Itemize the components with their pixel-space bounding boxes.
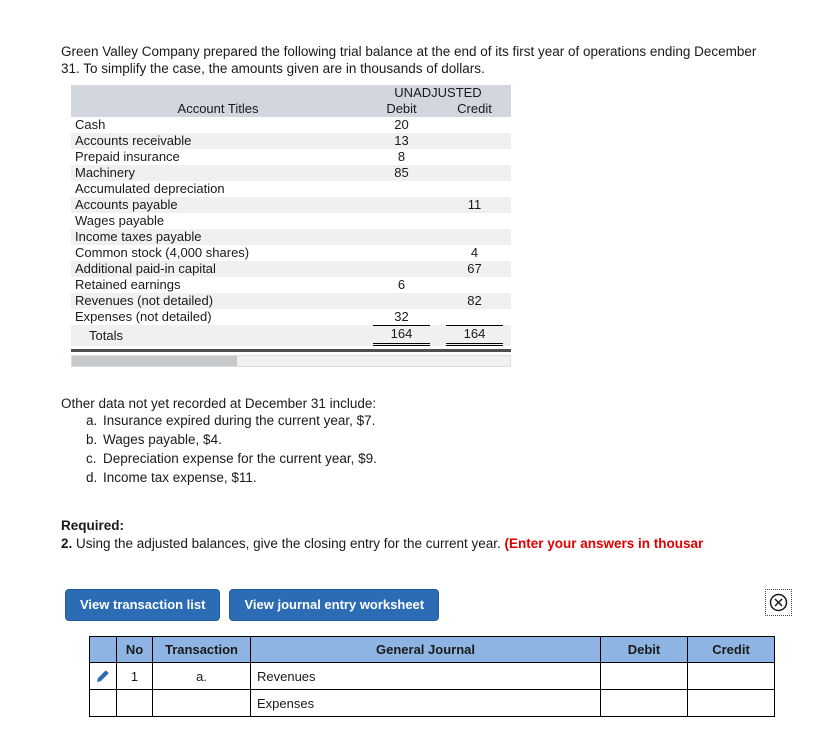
credit-cell [438, 309, 511, 325]
account-titles-header: Account Titles [71, 101, 365, 117]
debit-cell: 32 [394, 309, 409, 324]
credit-cell [438, 165, 511, 181]
debit-cell: 13 [394, 133, 409, 148]
horizontal-scrollbar[interactable] [71, 355, 511, 367]
other-data-intro: Other data not yet recorded at December 31 include: [61, 395, 377, 411]
journal-debit-cell [601, 663, 688, 690]
credit-cell: 67 [467, 261, 482, 276]
debit-cell [365, 181, 438, 197]
account-cell: Common stock (4,000 shares) [75, 245, 250, 260]
account-cell: Income taxes payable [75, 229, 202, 244]
debit-cell [365, 261, 438, 277]
trial-balance-group-header-row [71, 85, 511, 101]
journal-transaction-cell [153, 690, 251, 717]
credit-cell [438, 213, 511, 229]
adjustment-list [86, 411, 377, 487]
totals-credit-value: 164 [446, 325, 503, 346]
debit-cell [365, 213, 438, 229]
intro-paragraph: Green Valley Company prepared the following trial balance at the end of its first year of operations ending December 31. To simplify the case, the amounts given are in thousands of dollars. [61, 43, 757, 76]
journal-row [90, 663, 775, 690]
account-cell: Cash [75, 117, 106, 132]
action-buttons [65, 589, 439, 621]
account-cell: Accounts receivable [75, 133, 192, 148]
account-cell: Wages payable [75, 213, 165, 228]
credit-header: Credit [688, 637, 775, 663]
required-item-number: 2. [61, 536, 73, 551]
table-row [71, 293, 511, 309]
account-cell: Revenues (not detailed) [75, 293, 214, 308]
trial-balance-table [71, 85, 511, 346]
scrollbar-thumb[interactable] [72, 356, 237, 366]
journal-account-cell: Expenses [251, 690, 601, 717]
table-row [71, 149, 511, 165]
debit-cell: 6 [397, 277, 406, 292]
list-item [86, 430, 377, 449]
journal-debit-cell [601, 690, 688, 717]
unadjusted-group-header: UNADJUSTED [365, 85, 511, 101]
table-row [71, 245, 511, 261]
pencil-icon [96, 669, 110, 683]
view-transaction-list-button[interactable]: View transaction list [65, 589, 220, 621]
list-item-text: Wages payable, $4. [103, 432, 222, 447]
general-journal-table [89, 636, 775, 717]
debit-cell: 8 [397, 149, 406, 164]
totals-debit-cell [365, 325, 438, 346]
list-item-text: Depreciation expense for the current year, $9. [103, 451, 377, 466]
list-item [86, 411, 377, 430]
required-label: Required: [61, 518, 125, 533]
no-header: No [117, 637, 153, 663]
edit-cell [90, 690, 117, 717]
account-cell: Retained earnings [75, 277, 181, 292]
required-section [61, 517, 834, 553]
empty-header-cell [71, 85, 365, 101]
list-item-letter: d. [86, 470, 98, 485]
credit-cell [438, 181, 511, 197]
table-row [71, 165, 511, 181]
close-panel-button[interactable] [765, 589, 792, 616]
circled-x-icon [769, 593, 788, 612]
debit-header: Debit [365, 101, 438, 117]
credit-cell: 82 [467, 293, 482, 308]
list-item-letter: a. [86, 413, 98, 428]
debit-cell [365, 197, 438, 213]
journal-credit-cell [688, 663, 775, 690]
debit-header: Debit [601, 637, 688, 663]
list-item-letter: b. [86, 432, 98, 447]
list-item-text: Insurance expired during the current year, $7. [103, 413, 376, 428]
debit-cell [365, 245, 438, 261]
totals-row [71, 325, 511, 346]
table-row [71, 133, 511, 149]
journal-row [90, 690, 775, 717]
edit-cell [90, 663, 117, 690]
account-cell: Machinery [75, 165, 135, 180]
general-journal-header: General Journal [251, 637, 601, 663]
account-cell: Accumulated depreciation [75, 181, 225, 196]
transaction-header: Transaction [153, 637, 251, 663]
credit-header: Credit [438, 101, 511, 117]
table-bottom-border [71, 349, 511, 352]
table-row [71, 213, 511, 229]
credit-cell [438, 149, 511, 165]
edit-entry-button[interactable] [94, 667, 112, 685]
list-item [86, 468, 377, 487]
required-emphasis: (Enter your answers in thousar [504, 536, 704, 551]
account-cell: Additional paid-in capital [75, 261, 216, 276]
required-text: Using the adjusted balances, give the closing entry for the current year. [72, 536, 505, 551]
journal-account-cell: Revenues [251, 663, 601, 690]
required-instruction [61, 535, 834, 553]
table-row [71, 197, 511, 213]
totals-label: Totals [89, 327, 123, 343]
credit-cell: 4 [470, 245, 479, 260]
account-cell: Accounts payable [75, 197, 178, 212]
debit-cell [365, 293, 438, 309]
debit-cell: 85 [394, 165, 409, 180]
debit-cell: 20 [394, 117, 409, 132]
credit-cell: 11 [467, 197, 482, 212]
credit-cell [438, 277, 511, 293]
table-row [71, 181, 511, 197]
account-cell: Expenses (not detailed) [75, 309, 212, 324]
journal-no-cell: 1 [117, 663, 153, 690]
totals-credit-cell [438, 325, 511, 346]
table-row [71, 229, 511, 245]
edit-column-header [90, 637, 117, 663]
credit-cell [438, 229, 511, 245]
list-item-text: Income tax expense, $11. [103, 470, 257, 485]
list-item-letter: c. [86, 451, 97, 466]
journal-no-cell [117, 690, 153, 717]
totals-debit-value: 164 [373, 325, 430, 346]
debit-cell [365, 229, 438, 245]
table-row [71, 117, 511, 133]
list-item [86, 449, 377, 468]
account-cell: Prepaid insurance [75, 149, 180, 164]
credit-cell [438, 117, 511, 133]
table-row [71, 261, 511, 277]
journal-header-row [90, 637, 775, 663]
table-row [71, 277, 511, 293]
journal-credit-cell [688, 690, 775, 717]
trial-balance-column-header-row [71, 101, 511, 117]
credit-cell [438, 133, 511, 149]
journal-transaction-cell: a. [153, 663, 251, 690]
view-journal-entry-worksheet-button[interactable]: View journal entry worksheet [229, 589, 439, 621]
table-row [71, 309, 511, 325]
